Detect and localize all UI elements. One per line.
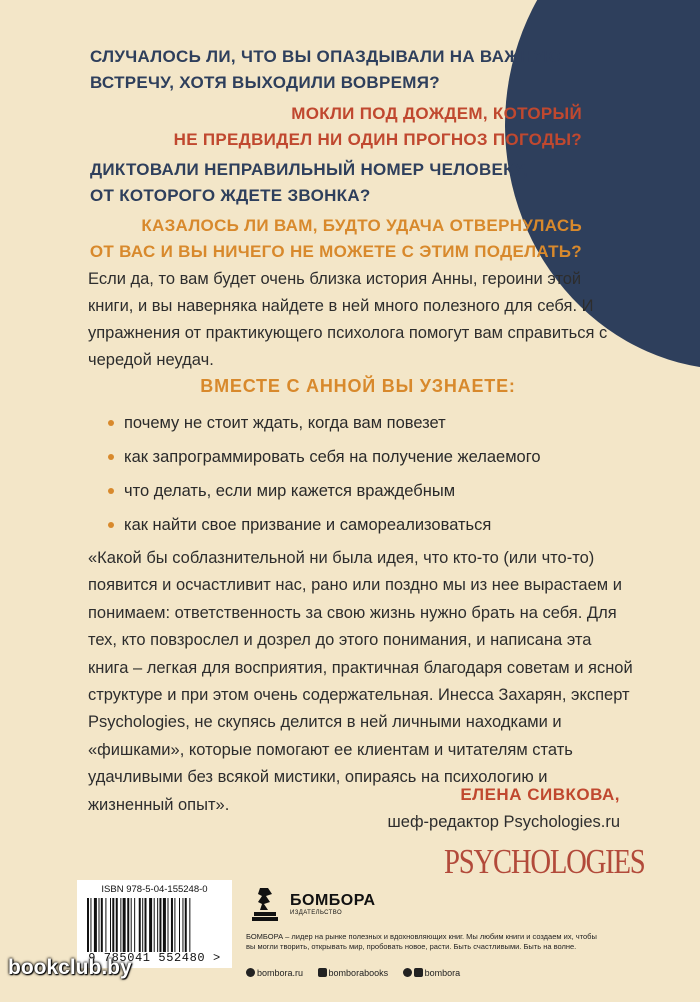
vk-icon [318,968,327,977]
question-3 [90,157,528,209]
publisher-socials [246,968,472,978]
bombora-logo-icon [246,884,286,924]
social-vk[interactable] [318,968,389,978]
review-quote: «Какой бы соблазнительной ни была идея, что кто-то (или что-то) появится и осчастливит нас, рано или поздно мы из нее вырастаем и понимаем: ответственность за свою жизнь нужно брать на себя. Для тех, кто повзрослел и дозрел до этого понимания, и написана эта книга – легкая для восприятия, практичная благодаря советам и ясной структуре и при этом очень содержательная. Инесса Захарян, эксперт Psychologies, не скупясь делится в ней личными находками и «фишками», которые помогают ее клиентам и читателям стать удачливыми без всякой мистики, опираясь на психологию и жизненный опыт». [88,549,633,814]
list-item [104,444,541,478]
quote-author-role: шеф-редактор Psychologies.ru [387,813,620,831]
question-2-line-1: МОКЛИ ПОД ДОЖДЕМ, КОТОРЫЙ [291,104,582,123]
globe-icon [246,968,255,977]
question-1 [90,44,561,96]
question-4-line-2: ОТ ВАС И ВЫ НИЧЕГО НЕ МОЖЕТЕ С ЭТИМ ПОДЕЛАТЬ? [89,242,582,261]
social-telegram-label: bombora [424,968,461,978]
isbn-digits: 9 785041 552480 > [88,951,221,965]
quote-author: ЕЛЕНА СИВКОВА, [460,785,620,804]
question-4-line-1: КАЗАЛОСЬ ЛИ ВАМ, БУДТО УДАЧА ОТВЕРНУЛАСЬ [141,216,582,235]
question-2-line-2: НЕ ПРЕДВИДЕЛ НИ ОДИН ПРОГНОЗ ПОГОДЫ? [173,130,582,149]
bullet-dot-icon [108,488,114,494]
list-item-text: как найти свое призвание и самореализоваться [124,516,492,534]
list-item-text: что делать, если мир кажется враждебным [124,482,456,500]
list-item [104,478,541,512]
publisher-description: БОМБОРА – лидер на рынке полезных и вдохновляющих книг. Мы любим книги и создаем их, чтобы вы могли творить, открывать мир, пробовать новое, расти. Быть счастливыми. Быть на волне. [246,932,597,951]
question-2 [174,101,582,153]
psychologies-logo: PSYCHOLOGIES [444,842,645,881]
question-3-line-1: ДИКТОВАЛИ НЕПРАВИЛЬНЫЙ НОМЕР ЧЕЛОВЕКУ, [90,160,529,179]
isbn-barcode-block [77,880,232,968]
barcode-icon [87,898,222,952]
telegram-icon [403,968,412,977]
social-website[interactable] [246,968,303,978]
learn-heading: ВМЕСТЕ С АННОЙ ВЫ УЗНАЕТЕ: [200,376,516,396]
question-4 [90,213,582,265]
watermark: bookclub.by [8,956,132,979]
question-1-line-2: ВСТРЕЧУ, ХОТЯ ВЫХОДИЛИ ВОВРЕМЯ? [90,73,440,92]
question-1-line-1: СЛУЧАЛОСЬ ЛИ, ЧТО ВЫ ОПАЗДЫВАЛИ НА ВАЖНУЮ [90,47,562,66]
isbn-label: ISBN 978-5-04-155248-0 [101,884,208,895]
social-telegram[interactable] [403,968,461,978]
publisher-subtitle: ИЗДАТЕЛЬСТВО [290,910,343,916]
youtube-icon [414,968,423,977]
list-item [104,512,541,546]
list-item [104,410,541,444]
list-item-text: почему не стоит ждать, когда вам повезет [124,414,446,432]
list-item-text: как запрограммировать себя на получение желаемого [124,448,541,466]
social-vk-label: bomborabooks [328,968,389,978]
social-website-label: bombora.ru [257,968,304,978]
question-3-line-2: ОТ КОТОРОГО ЖДЕТЕ ЗВОНКА? [90,186,371,205]
bullet-dot-icon [108,420,114,426]
bullet-dot-icon [108,522,114,528]
learn-list [104,410,541,546]
publisher-name: БОМБОРА [290,892,376,909]
intro-paragraph: Если да, то вам будет очень близка история Анны, героини этой книги, и вы наверняка найдете в ней много полезного для себя. И упражнения от практикующего психолога помогут вам справиться с чередой неудач. [88,270,608,369]
bullet-dot-icon [108,454,114,460]
